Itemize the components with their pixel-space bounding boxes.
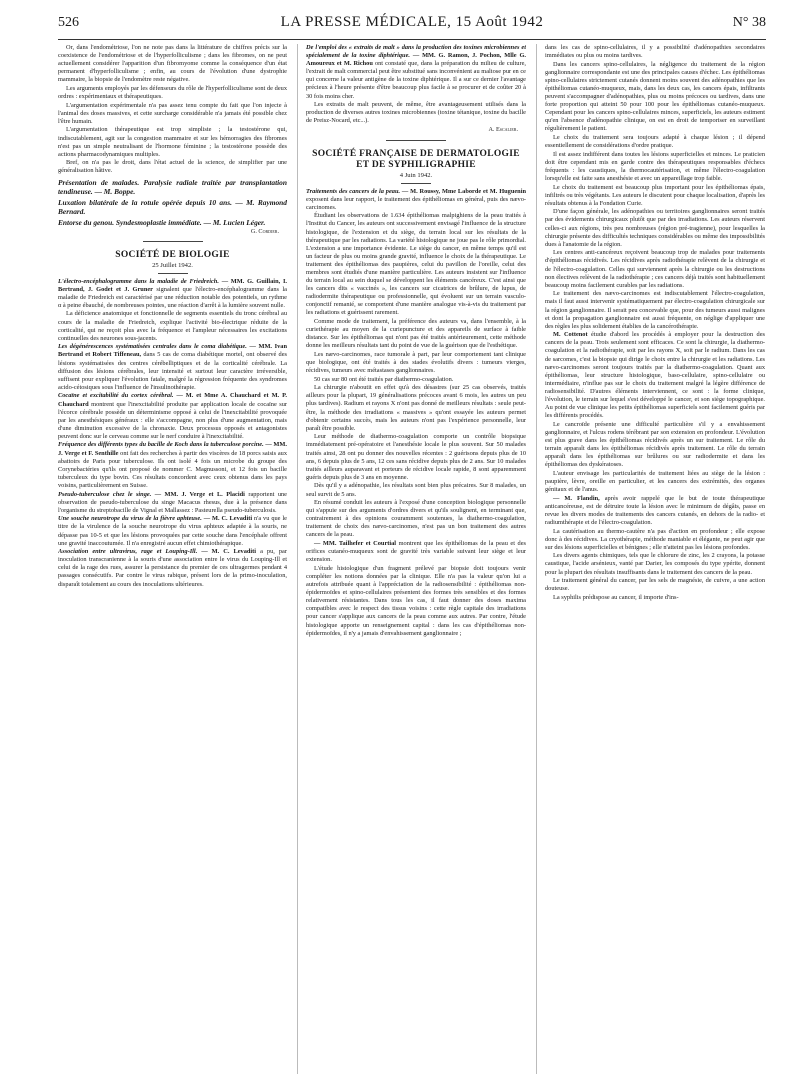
paragraph: Le choix du traitement est beaucoup plus important pour les épithéliomas épais, infiltrés ou très végétants. Les auteurs le discutent pour chaque localisation, d'après les résultats obtenus à la Fondation Curie. [545,183,765,207]
paragraph: Les divers agents chimiques, tels que le chlorure de zinc, les 2 crayons, la potasse caustique, l'acide arsénieux, vanté par Darier, les composés du type ypérite, donnent pour la plupart des résultats insuffisants dans le traitement des cancers de la peau. [545,552,765,576]
report-title-text: Cocaïne et excitabilité du cortex cérébral. [58,392,174,400]
report-entry [58,441,287,490]
report-text: dans 5 cas de coma diabétique mortel, ont observé des lésions systématisées des centres cérébelliptiques et de la corticalité cérébrale. La diffusion des lésions cérébrales, leur intensité et surtout leur caractère irréversible, suffisent pour expliquer l'évolution fatale, malgré la régression fréquente des syndromes acido-cétosiques sous l'influence de l'insulinothérapie. [58,351,287,391]
paragraph: Le traitement des nævo-carcinomes est indiscutablement l'électro-coagulation, mais il faut aussi intervenir systématiquement par électro-coagulation chirurgicale sur la région ganglionnaire. Il serait peu concevable que, pour des tumeurs aussi malignes et dont la propagation ganglionnaire est aussi fréquente, on néglige d'appliquer une des règles les plus solidement établies de la cancérothérapie. [545,290,765,330]
report-entry [306,540,526,564]
paragraph: Comme mode de traitement, la préférence des auteurs va, dans l'ensemble, à la curiethérapie au moyen de la curiepuncture et des appareils de surface à faible distance. Sur les épithéliomas qui n'ont pas été traités antérieurement, cette méthode donne les meilleurs résultats tant du point de vue de la guérison que de l'esthétique. [306,318,526,350]
paragraph: Bref, on n'a pas le droit, dans l'état actuel de la science, de simplifier par une généralisation hâtive. [58,159,287,175]
report-title-text: Fréquence des différents types du bacille de Koch dans la tuberculose porcine. [58,441,264,449]
paragraph: Le choix du traitement sera toujours adapté à chaque lésion ; il dépend essentiellement de considérations d'ordre pratique. [545,134,765,150]
section-heading: SOCIÉTÉ DE BIOLOGIE [115,249,230,260]
report-title-text: Entorse du genou. Syndesmoplastie immédiate. [58,217,202,227]
report-text: ont constaté que, dans la préparation du milieu de culture, l'extrait de malt commercial peut être substitué sans inconvénient au maltose pur en ce qui concerne la valeur antigène de la toxine diphtérique. Il a sur ce dernier l'avantage précieux à l'heure présente d'être beaucoup plus facile à se procurer et de coûter 20 à 30 fois moins cher. [306,60,526,100]
journal-title: LA PRESSE MÉDICALE, 15 Août 1942 [280,14,544,30]
report-text: a pu, par inoculation transcranienne à la souris d'une association entre le virus du Louping-Ill et celui de la rage des rues, assurer la persistance du premier de ces ultragermes pendant 4 passages consécutifs. Par contre le virus rabique, présent lors de la primo-inoculation, disparaît totalement au cours des inoculations ultérieures. [58,548,287,588]
report-title-text: Luxation bilatérale de la rotule opérée depuis 10 ans. [58,197,232,207]
paragraph: Les centres anti-cancéreux reçoivent beaucoup trop de malades pour traitements d'épithéliomas récidivés. Les récidives après radiothérapie relèvent de la chirurgie et de l'électro-coagulation. Celles qui surviennent après la chirurgie ou les destructions non électives relèvent de la radiothérapie ; ces cancers déjà traités sont habituellement beaucoup moins facilement curables par les radiations. [545,249,765,289]
paragraph: La cautérisation au thermo-cautère n'a pas d'action en profondeur ; elle expose donc à des récidives. La cryothérapie, méthode maniable et élégante, ne peut agir que sur des lésions superficielles et bénignes ; elle n'atteint pas les lésions profondes. [545,527,765,551]
signature: G. Cordier. [250,227,279,235]
report-title [58,178,287,196]
report-author: — MM. Tailhefer et Courtial [314,540,397,548]
report-title-text: Présentation de malades. Paralysie radiale traitée par transplantation tendineuse. [58,177,287,196]
report-author: — MM. G. Ramon, J. Pochon, Mlle G. Amoureux et M. Richou [306,52,526,68]
report-text: rapportent une observation de pseudo-tuberculose du singe Macacus rhesus, due à la présence dans l'organisme du streptobacille de Vignal et Mallassez : Pasteurella pseudo-tuberculosis. [58,490,287,514]
report-author: — M. C. Levaditi [203,515,253,523]
report-text: montrent que les épithéliomas de la peau et des orifices cutanéo-muqueux sont de gravité très variable suivant leur siège et leur extension. [306,540,526,564]
report-text: exposent dans leur rapport, le traitement des épithéliomas en général, puis des nævo-carcinomes. [306,195,526,211]
report-author: — MM. J. Verge et L. Placidi [154,490,245,498]
section-date: 25 Juillet 1942. [152,261,193,269]
section-divider [386,140,446,141]
paragraph: La déficience anatomique et fonctionnelle de segments essentiels du tronc cérébral au cours de la maladie de Friedreich, explique l'activité bio-électrique réduite de la corticalité, qui ne reçoit plus avec la fréquence et l'ampleur nécessaires les excitations continuelles des neurones sous-jacents. [58,310,287,342]
report-title-text: Pseudo-tuberculose chez le singe. [58,490,152,498]
column-right [536,44,765,1074]
paragraph: La syphilis prédispose au cancer, il importe d'ins- [553,593,679,601]
paragraph: 50 cas sur 80 ont été traités par diathermo-coagulation. [314,375,454,383]
report-entry [545,331,765,420]
report-text: étudie d'abord les procédés à employer pour la destruction des cancers de la peau. Trois seulement sont efficaces. Ce sont la chirurgie, la diathermo-coagulation et la radiothérapie, soit par les rayons X, soit par le radium. Dans les cas de sarcomes, c'est la biopsie qui dirige le choix entre la chirurgie et les radiations. Les nævo-carcinomes seront toujours traités par la diathermo-coagulation. Quant aux épithéliomas, leur structure histologique, baso-cellulaire, spino-cellulaire ou intermédiaire, n'influe pas sur le choix du traitement malgré la légère différence de radiosensibilité. D'autres éléments interviennent, ce sont : la forme clinique, l'évolution, le terrain sur lequel s'est développé le cancer, et son siège topographique. Au point de vue clinique les petits épithéliomas superficiels sont facilement guéris par les différents procédés. [545,331,765,420]
paragraph: Il est assez indifférent dans toutes les lésions superficielles et minces. Le praticien doit être cependant mis en garde contre des thérapeutiques responsables d'échecs fréquents : les caustiques, la thermocautérisation, et même l'électro-coagulation lorsqu'elle est faite sans anesthésie et avec un appareillage trop faible. [545,150,765,182]
paragraph: La chirurgie n'aboutit en effet qu'à des désastres (sur 25 cas observés, traités ailleurs pour la plupart, 19 généralisations précoces avant 6 mois, les autres un peu plus tardives). Radium et rayons X n'ont pas donné de meilleurs résultats : seule peut-être, la méthode des irradiations « massives » qu'ont essayée les auteurs permet d'obtenir certains succès, mais les auteurs n'ont pas l'expérience personnelle, leur paraît être possible. [306,384,526,432]
paragraph: Les nævo-carcinomes, race tumorale à part, par leur comportement tant clinique que biologique, ont été traités à des stades évolutifs divers : tumeurs vierges, récidives, tumeurs avec métastases ganglionnaires. [306,350,526,375]
report-text: n'a vu que le titre de la virulence de la souche neurotrope du virus aphteux adaptée à la souris, ne dépasse pas 10-5 et que les lésions provoquées par cette souche dans l'encéphale offrent une gravité inaccoutumée. Il n'a enregistré aucun effet chimiothérapique. [58,515,287,547]
column-left [58,44,287,1074]
report-entry [58,491,287,515]
report-author: — MM. G. Guillain, I. Bertrand, J. Godet et J. Gruner [58,277,287,293]
text-columns [58,44,766,1074]
signature: A. Escalier. [488,126,518,134]
report-entry [58,548,287,588]
paragraph: L'auteur envisage les particularités de traitement liées au siège de la lésion : paupière, lèvre, oreille en particulier, et les cancers des extrémités, des organes génitaux et de l'anus. [545,469,765,494]
report-title-text: Traitements des cancers de la peau. [306,187,401,195]
report-author: — M. Boppe. [94,186,136,196]
paragraph: Les extraits de malt peuvent, de même, être avantageusement utilisés dans la production de diverses autres toxines microbiennes (toxine tétanique, toxine du bacille de Preisz-Nocard, etc...). [306,101,526,125]
report-text: ont fait des recherches à partir des viscères de 18 porcs saisis aux abattoirs de Paris pour tuberculose. Ils ont isolé 4 fois un microbe du groupe des Corynebactéries qu'ils ont proposé de nommer C. Magnussoni, et 12 fois un bacille tuberculeux du type bovin. Ces résultats concordent avec ceux obtenus dans les pays voisins, particulièrement en Suisse. [58,449,287,489]
report-text: après avoir rappelé que le but de toute thérapeutique anticancéreuse, est de détruire toute la lésion avec le minimum de dégâts, passe en revue les divers modes de traitements des cancers cutanés, en dehors de la radio- et radiumthérapie et de l'électro-coagulation. [545,494,765,526]
report-author: — MM. Ivan Bertrand et Robert Tiffeneau, [58,343,287,359]
report-entry [58,343,287,392]
issue-number: N° 38 [732,15,766,30]
report-title-text: L'électro-encéphalogramme dans la maladie de Friedreich. [58,277,219,285]
paragraph: Les arguments employés par les défenseurs du rôle de l'hyperfolliculisme sont de deux ordres : expérimentaux et thérapeutiques. [58,84,287,101]
report-author: — M. Lucien Léger. [203,217,266,227]
section-divider [158,273,188,274]
report-text: montrent que l'inexcitabilité produite par application locale de cocaïne sur l'écorce cérébrale possède un déterminisme opposé à celui de l'inexcitabilité provoquée par les anesthésiques généraux : elle s'accompagne, non plus d'une augmentation, mais d'une diminution excessive de la chronaxie. Deux processus opposés et antagonistes peuvent donc sur le cerveau comme sur le nerf conduire à l'inexcitabilité. [58,400,287,440]
paragraph: D'une façon générale, les adénopathies ou territoires ganglionnaires seront traités par des évidements chirurgicaux plutôt que par des irradiations. Les auteurs réservent celles-ci aux régions, très peu nombreuses (région pré-tragienne), pour lesquelles la chirurgie présente des difficultés techniques considérables ou même des impossibilités dues à l'anatomie de la région. [545,208,765,248]
report-title [58,198,287,216]
section-date: 4 Juin 1942. [399,171,433,179]
report-author: — M. C. Levaditi [201,548,257,556]
report-author: — M. Roussy, Mme Laborde et M. Huguenin [401,187,526,195]
paragraph: L'étude histologique d'un fragment prélevé par biopsie doit toujours venir compléter les notions données par la clinique. Elle n'a pas la valeur qu'on lui a autrefois attribuée quant à l'appréciation de la radiosensibilité : épithéliomas non-épidermoïdes et spino-cellulaires présentent des formes très sensibles et des formes relativement résistantes. Dans tous les cas, il faut donner des doses maxima compatibles avec le respect des tissus voisins : cette règle capitale des irradiations pour cancer s'applique aux cancers de la peau comme aux autres. Par contre, l'étude histologique apporte un renseignement capital : dans les cas d'épithéliomas non-épidermoïdes, il n'y a jamais d'envahissement ganglionnaire ; [306,564,526,637]
paragraph: En résumé conduit les auteurs à l'exposé d'une conception biologique personnelle qui s'appuie sur des arguments d'ordres divers et qu'ils soulignent, en terminant que, contrairement à des opinions couramment soutenues, la diathermo-coagulation, traitement de choix des nævo-carcinomes, n'est pas un bon traitement des autres cancers de la peau. [306,499,526,539]
paragraph: Leur méthode de diathermo-coagulation comporte un contrôle biopsique immédiatement pré-opératoire et l'anesthésie locale le plus souvent. Sur 50 malades traités ainsi, 28 ont pu donner des nouvelles récentes : 2 guérisons depuis plus de 10 ans, 6 depuis plus de 5 ans, 12 ces sans récidive depuis plus de 2 ans. Sur 10 malades traités ailleurs auparavant et porteurs de récidive locale rapide, 8 sont apparemment guéris depuis plus de 3 ans en moyenne. [306,433,526,481]
paragraph: L'argumentation expérimentale n'a pas assez tenu compte du fait que l'on injecte à l'animal des doses massives, et cette surcharge considérable n'a jamais été possible chez l'être humain. [58,101,287,125]
paragraph: Dans les cancers spino-cellulaires, la négligence du traitement de la région ganglionnaire correspondante est une des principales causes d'échec. Les épithéliomas spino-cellulaires strictement cutanés donnent moins souvent des adénopathies que les épithéliomas cutanéo-muqueux, mais, dans les deux cas, les cancers épais, infiltrants peuvent s'accompagner d'adénopathies, plus ou moins précoces ou tardives, dans une forte proportion qui atteint 50 pour 100 pour les épithéliomas cutanéo-muqueux. Cependant pour les cancers spino-cellulaires minces, superficiels, les auteurs estiment qu'en l'absence d'adénopathie clinique, on est en droit de temporiser en surveillant régulièrement le patient. [545,60,765,133]
column-middle [297,44,526,1074]
report-entry [306,188,526,212]
report-entry [58,392,287,441]
paragraph: L'argumentation thérapeutique est trop simpliste ; la testostérone qui, indiscutablement, agit sur la congestion mammaire et sur les hémorragies des fibromes n'est pas un simple neutralisant de l'hormone féminine ; la testostérone possède des actions pharmacodynamiques multiples. [58,126,287,158]
report-author: — M. Flandin, [553,494,600,502]
paragraph: Le traitement général du cancer, par les sels de magnésie, de cuivre, a une action douteuse. [545,577,765,593]
report-entry [58,515,287,547]
report-author: M. Cottenot [553,331,588,339]
section-divider [401,183,431,184]
report-title-text: Une souche neurotrope du virus de la fièvre aphteuse. [58,515,202,523]
running-head [58,14,766,40]
report-entry [545,495,765,527]
report-title-text: Les dégénérescences systématisées centrales dans le coma diabétique. [58,343,247,351]
paragraph: Or, dans l'endométriose, l'on ne note pas dans la littérature de chiffres précis sur la coexistence de l'endométriose et de l'hyperfolliculisme ; dans les fibromes, on ne peut actuellement considérer l'apparition d'un fibromyome comme la conséquence d'un état permanent d'hyperfolliculisme ; enfin, au cours de l'évolution d'une dystrophie mammaire, la biopsie de l'endomètre reste négative. [58,44,287,84]
paragraph: Le cancroïde présente une difficulté particulière s'il y a envahissement ganglionnaire, et l'ulcus rodens térébrant par son extension en profondeur. L'évolution est plus grave dans les épithéliomas récidivés après un sur traitement. Le rôle du terrain apparaît dans les épithéliomas récidivés après traitement. Le rôle du terrain apparaît dans les épithéliomas sur brûlures ou sur radiodermite et dans les épithéliomas des dyskératoses. [545,420,765,469]
report-title-text: De l'emploi des « extraits de malt » dans la production des toxines microbiennes et spécialement de la toxine diphtérique. [306,44,526,60]
section-divider [143,241,203,242]
report-title-text: Association entre ultravirus, rage et Louping-Ill. [58,548,198,556]
section-heading: SOCIÉTÉ FRANÇAISE DE DERMATOLOGIE ET DE SYPHILIGRAPHIE [312,148,520,170]
report-entry [306,44,526,101]
report-author: — M. Raymond Bernard. [58,197,287,216]
paragraph: Étudiant les observations de 1.634 épithéliomas malpighiens de la peau traités à l'Institut du Cancer, les auteurs ont successivement envisagé l'influence de la structure histologique, de l'extension et du siège, du terrain local sur les résultats de la thérapeutique par les radiations. La variété histologique ne joue pas le rôle primordial. L'extension a une importance évidente. Le siège du cancer, en même temps qu'il est un facteur de plus ou moins grande gravité, influence le choix de la thérapeutique. Le traitement des épithéliomas des paupières, celui du pavillon de l'oreille, celui des membres sont étudiés d'une manière particulière. Les auteurs insistent sur l'influence du terrain local au sein duquel se développent les éléments cancéreux. C'est ainsi que les cancers dits « vaccinés », les cancers sur cicatrices de brûlure, de lupus, de radiodermite thérapeutique ou professionnelle, qui évoluent sur un terrain vasculo-conjonctif remanié, se comportent d'une manière analogue vis-à-vis du traitement par les radiations et guérissent rarement. [306,212,526,317]
paragraph: Dès qu'il y a adénopathie, les résultats sont bien plus précaires. Sur 8 malades, un seul survit de 5 ans. [306,482,526,498]
report-text: signalent que l'électro-encéphalogramme dans la maladie de Friedreich est caractérisé par une réduction notable des potentiels, un rythme α à peine ébauché, de nombreuses pointes, une réaction d'arrêt à la lumière souvent nulle. [58,285,287,309]
report-entry [58,278,287,310]
page-number: 526 [58,15,79,30]
paragraph: dans les cas de spino-cellulaires, il y a possibilité d'adénopathies secondaires immédiates ou plus ou moins tardives. [545,44,765,60]
report-title [58,218,287,227]
report-author: — M. et Mme A. Chauchard et M. P. Chauchard [58,392,287,408]
report-author: — MM. J. Verge et F. Senthille [58,441,287,457]
